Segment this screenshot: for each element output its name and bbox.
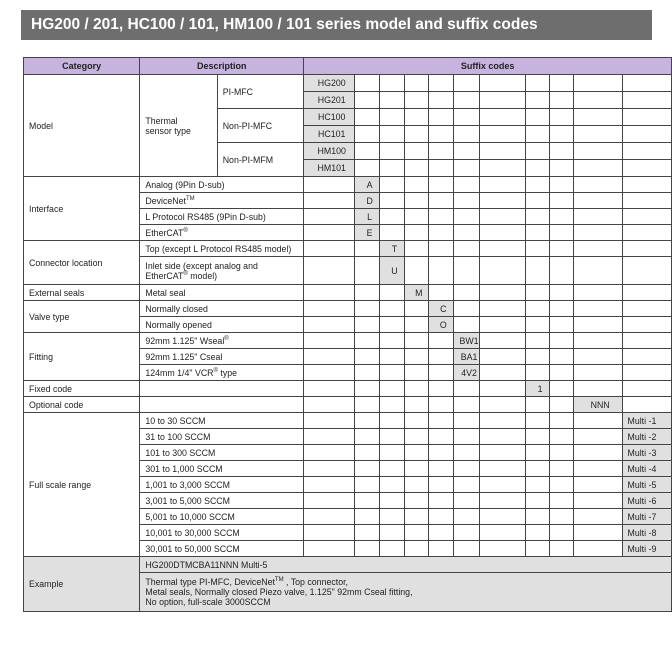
table-row [24,381,672,397]
interface-label: DeviceNet™ [140,193,304,209]
interface-code: A [355,177,380,193]
range-code: Multi -8 [622,525,672,541]
category-fitting: Fitting [24,333,140,381]
fitting-label: 92mm 1.125" Wseal® [140,333,304,349]
fitting-code: 4V2 [453,365,480,381]
model-code: HG200 [304,75,355,92]
range-label: 31 to 100 SCCM [140,429,304,445]
range-label: 301 to 1,000 SCCM [140,461,304,477]
range-code: Multi -2 [622,429,672,445]
category-example: Example [24,557,140,612]
example-description: Thermal type PI-MFC, DeviceNet™ , Top connector, Metal seals, Normally closed Piezo valve, 1.125" 92mm Cseal fitting, No option, full-scale 3000SCCM [140,573,672,612]
model-description: Thermal sensor type [140,75,217,177]
valve-label: Normally closed [140,301,304,317]
table-row [24,333,672,349]
category-full-scale-range: Full scale range [24,413,140,557]
header-row [24,58,672,75]
interface-code: D [355,193,380,209]
category-connector: Connector location [24,241,140,285]
range-code: Multi -1 [622,413,672,429]
fixed-code: 1 [526,381,550,397]
range-label: 10,001 to 30,000 SCCM [140,525,304,541]
table-row [24,75,672,92]
header-category: Category [24,58,140,75]
category-optional-code: Optional code [24,397,140,413]
fitting-code: BA1 [453,349,480,365]
connector-code: T [380,241,405,257]
category-fixed-code: Fixed code [24,381,140,397]
range-label: 101 to 300 SCCM [140,445,304,461]
fitting-code: BW1 [453,333,480,349]
optional-code: NNN [573,397,622,413]
fitting-label: 92mm 1.125" Cseal [140,349,304,365]
interface-code: E [355,225,380,241]
interface-label: EtherCAT® [140,225,304,241]
range-code: Multi -9 [622,541,672,557]
table-row [24,241,672,257]
interface-label: Analog (9Pin D-sub) [140,177,304,193]
category-valve-type: Valve type [24,301,140,333]
table-row [24,285,672,301]
model-group-label: Non-PI-MFC [217,109,304,143]
suffix-code-table [23,57,672,612]
category-external-seals: External seals [24,285,140,301]
table-row [24,397,672,413]
header-description: Description [140,58,304,75]
seals-code: M [404,285,428,301]
table-row [24,413,672,429]
connector-label: Inlet side (except analog and EtherCAT® model) [140,257,304,285]
table-row [24,301,672,317]
model-code: HM100 [304,143,355,160]
range-code: Multi -4 [622,461,672,477]
category-model: Model [24,75,140,177]
model-code: HM101 [304,160,355,177]
model-group-label: PI-MFC [217,75,304,109]
interface-code: L [355,209,380,225]
connector-code: U [380,257,405,285]
connector-label: Top (except L Protocol RS485 model) [140,241,304,257]
model-code: HC100 [304,109,355,126]
range-code: Multi -3 [622,445,672,461]
range-label: 30,001 to 50,000 SCCM [140,541,304,557]
model-group-label: Non-PI-MFM [217,143,304,177]
example-code: HG200DTMCBA11NNN Multi-5 [140,557,672,573]
model-code: HG201 [304,92,355,109]
range-label: 3,001 to 5,000 SCCM [140,493,304,509]
range-code: Multi -7 [622,509,672,525]
range-code: Multi -6 [622,493,672,509]
range-label: 1,001 to 3,000 SCCM [140,477,304,493]
interface-label: L Protocol RS485 (9Pin D-sub) [140,209,304,225]
table-row [24,177,672,193]
page-title: HG200 / 201, HC100 / 101, HM100 / 101 series model and suffix codes [21,10,652,40]
range-label: 10 to 30 SCCM [140,413,304,429]
table-row [24,557,672,573]
model-code: HC101 [304,126,355,143]
seals-label: Metal seal [140,285,304,301]
valve-code: O [428,317,453,333]
category-interface: Interface [24,177,140,241]
valve-code: C [428,301,453,317]
fitting-label: 124mm 1/4" VCR® type [140,365,304,381]
range-code: Multi -5 [622,477,672,493]
header-suffix-codes: Suffix codes [304,58,672,75]
range-label: 5,001 to 10,000 SCCM [140,509,304,525]
valve-label: Normally opened [140,317,304,333]
